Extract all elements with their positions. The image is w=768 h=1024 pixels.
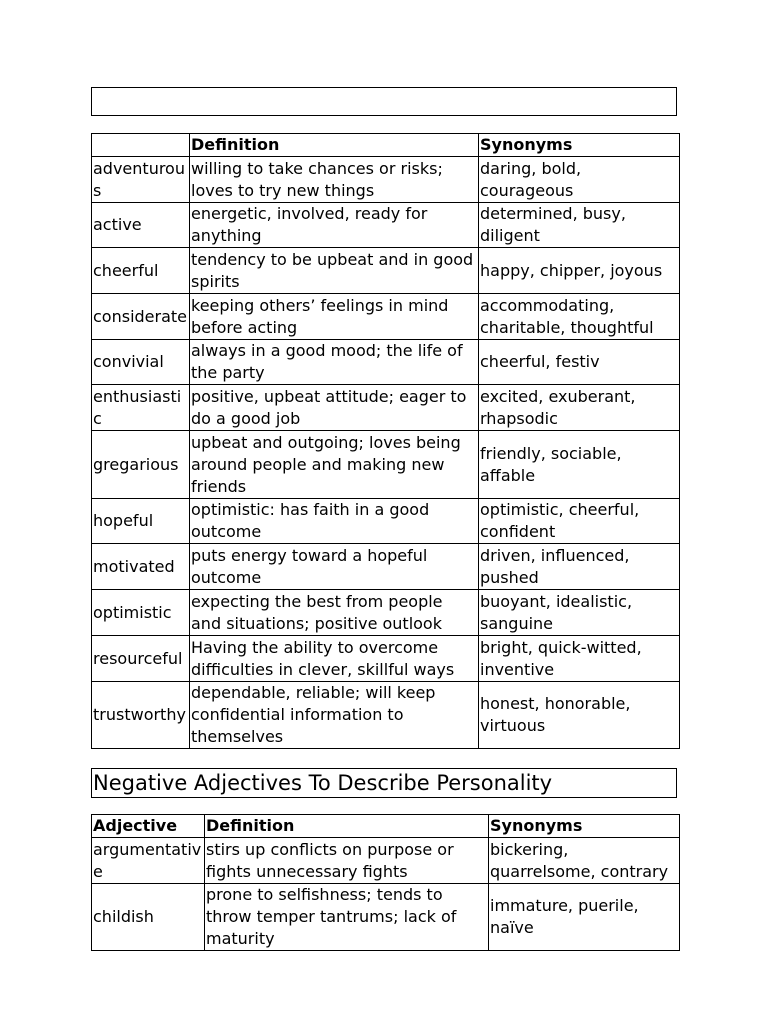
definition-cell: willing to take chances or risks; loves to try new things [190,157,479,203]
table-row [92,636,680,682]
synonyms-cell: excited, exuberant, rhapsodic [479,385,680,431]
adjective-cell: gregarious [92,431,190,499]
definition-cell: energetic, involved, ready for anything [190,203,479,248]
definition-cell: Having the ability to overcome difficulties in clever, skillful ways [190,636,479,682]
table-row [92,590,680,636]
header-synonyms: Synonyms [479,134,680,157]
definition-cell: dependable, reliable; will keep confidential information to themselves [190,682,479,749]
synonyms-cell: buoyant, idealistic, sanguine [479,590,680,636]
table-row [92,248,680,294]
table-row [92,431,680,499]
synonyms-cell: accommodating, charitable, thoughtful [479,294,680,340]
definition-cell: tendency to be upbeat and in good spirits [190,248,479,294]
adjective-cell: resourceful [92,636,190,682]
header-synonyms: Synonyms [489,815,680,838]
synonyms-cell: bright, quick-witted, inventive [479,636,680,682]
table-row [92,340,680,385]
adjective-cell: childish [92,884,205,951]
section-heading-box [91,87,677,116]
header-adjective: Adjective [92,815,205,838]
synonyms-cell: optimistic, cheerful, confident [479,499,680,544]
definition-cell: optimistic: has faith in a good outcome [190,499,479,544]
synonyms-cell: bickering, quarrelsome, contrary [489,838,680,884]
definition-cell: positive, upbeat attitude; eager to do a good job [190,385,479,431]
table-row [92,838,680,884]
adjective-cell: trustworthy [92,682,190,749]
section-heading-negative: Negative Adjectives To Describe Personality [91,768,677,798]
table-header-row [92,134,680,157]
synonyms-cell: cheerful, festiv [479,340,680,385]
definition-cell: prone to selfishness; tends to throw temper tantrums; lack of maturity [205,884,489,951]
header-definition: Definition [205,815,489,838]
table-row [92,294,680,340]
table-row [92,203,680,248]
synonyms-cell: driven, influenced, pushed [479,544,680,590]
adjective-cell: considerate [92,294,190,340]
header-adjective [92,134,190,157]
definition-cell: always in a good mood; the life of the party [190,340,479,385]
table-row [92,884,680,951]
definition-cell: upbeat and outgoing; loves being around people and making new friends [190,431,479,499]
table-header-row [92,815,680,838]
synonyms-cell: immature, puerile, naïve [489,884,680,951]
synonyms-cell: happy, chipper, joyous [479,248,680,294]
definition-cell: keeping others’ feelings in mind before acting [190,294,479,340]
adjective-cell: hopeful [92,499,190,544]
definition-cell: stirs up conflicts on purpose or fights unnecessary fights [205,838,489,884]
synonyms-cell: determined, busy, diligent [479,203,680,248]
table-row [92,544,680,590]
definition-cell: puts energy toward a hopeful outcome [190,544,479,590]
synonyms-cell: friendly, sociable, affable [479,431,680,499]
adjective-cell: motivated [92,544,190,590]
adjective-cell: argumentative [92,838,205,884]
adjective-cell: enthusiastic [92,385,190,431]
adjective-cell: convivial [92,340,190,385]
positive-adjectives-table [91,133,680,749]
table-row [92,157,680,203]
negative-adjectives-table [91,814,680,951]
table-row [92,499,680,544]
table-row [92,385,680,431]
adjective-cell: adventurous [92,157,190,203]
adjective-cell: cheerful [92,248,190,294]
header-definition: Definition [190,134,479,157]
synonyms-cell: daring, bold, courageous [479,157,680,203]
definition-cell: expecting the best from people and situations; positive outlook [190,590,479,636]
synonyms-cell: honest, honorable, virtuous [479,682,680,749]
adjective-cell: active [92,203,190,248]
adjective-cell: optimistic [92,590,190,636]
table-row [92,682,680,749]
